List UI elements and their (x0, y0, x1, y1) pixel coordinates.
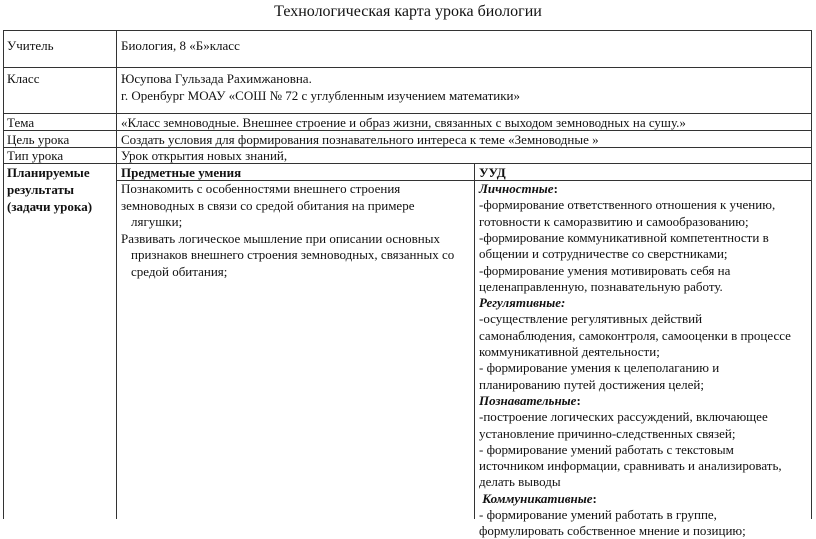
uud-category-heading (479, 392, 581, 409)
uud-line (479, 343, 660, 360)
uud-category-heading (479, 180, 558, 197)
uud-line (479, 245, 728, 262)
uud-line (479, 457, 782, 474)
topic-label: Тема (7, 115, 35, 130)
uud-line-text: делать выводы (479, 474, 561, 490)
uud-line-text: самонаблюдения, самоконтроля, самооценки в процессе (479, 327, 791, 343)
class-value-line2: г. Оренбург МОАУ «СОШ № 72 с углубленным изучением математики» (121, 88, 520, 103)
uud-line (479, 359, 719, 376)
uud-line-text: формулировать собственное мнение и позицию; (479, 523, 746, 539)
uud-line-text: источником информации, сравнивать и анализировать, (479, 458, 782, 474)
uud-line-suffix: : (576, 392, 581, 408)
uud-line (479, 408, 768, 425)
table-border-top (3, 30, 812, 31)
uud-line-suffix: : (553, 181, 558, 196)
class-value-line1: Юсупова Гульзада Рахимжановна. (121, 71, 312, 86)
column-divider-main (116, 30, 117, 519)
topic-value: «Класс земноводные. Внешнее строение и образ жизни, связанных с выходом земноводных на сушу.» (121, 115, 686, 130)
uud-line (479, 213, 749, 230)
uud-line-text: -формирование умения мотивировать себя на (479, 262, 731, 278)
uud-line-text: - формирование умений работать с текстовым (479, 441, 734, 457)
uud-line-suffix: : (592, 490, 597, 506)
uud-line (479, 262, 730, 279)
uud-line (479, 196, 775, 213)
uud-line (479, 473, 561, 490)
uud-line (479, 441, 734, 458)
subject-skill-line: земноводных в связи со средой обитания на примере (121, 197, 415, 213)
subject-skills-header: Предметные умения (121, 165, 242, 180)
teacher-value: Биология, 8 «Б»класс (121, 38, 240, 53)
uud-line-text: -формирование коммуникативной компетентности в (479, 229, 769, 245)
uud-line-text: Познавательные (479, 392, 577, 408)
type-value: Урок открытия новых знаний, (121, 148, 288, 163)
uud-line (479, 522, 746, 539)
table-border-left (3, 30, 4, 519)
planned-label-line2: результаты (7, 182, 75, 197)
uud-line (479, 425, 736, 442)
row-divider-class (3, 67, 812, 68)
uud-line (479, 310, 702, 327)
uud-line-text: -построение логических рассуждений, включающее (479, 409, 768, 425)
column-divider-uud (474, 163, 475, 519)
uud-line-text: -формирование ответственного отношения к учению, (479, 197, 776, 213)
uud-line-text: коммуникативной деятельности; (479, 344, 660, 359)
uud-header: УУД (479, 165, 506, 180)
uud-line-text: готовности к саморазвитию и самообразованию; (479, 213, 749, 229)
uud-line-text: -осуществление регулятивных действий (479, 311, 703, 327)
uud-line (479, 278, 723, 295)
uud-line-text: установление причинно-следственных связей; (479, 425, 736, 441)
type-label: Тип урока (7, 148, 64, 163)
uud-line-text: планированию путей достижения целей; (479, 376, 704, 392)
subject-skill-line: признаков внешнего строения земноводных, связанных со (131, 247, 455, 262)
uud-line (479, 327, 791, 344)
goal-value: Создать условия для формирования познавательного интереса к теме «Земноводные » (121, 132, 599, 147)
uud-line (479, 376, 704, 393)
subject-skill-line: Познакомить с особенностями внешнего строения (121, 181, 401, 196)
uud-line-text: - формирование умения к целеполаганию и (479, 360, 720, 376)
table-border-right (811, 30, 812, 519)
uud-line-text: Личностные (479, 181, 554, 196)
subject-skill-line: лягушки; (131, 214, 183, 229)
uud-category-heading (479, 490, 597, 507)
document-title: Технологическая карта урока биологии (274, 3, 542, 20)
uud-line-text: общении и сотрудничестве со сверстниками; (479, 246, 728, 262)
goal-label: Цель урока (7, 132, 70, 147)
teacher-label: Учитель (7, 38, 54, 53)
uud-line (479, 506, 717, 523)
uud-line (479, 229, 769, 246)
subject-skill-line: средой обитания; (131, 263, 228, 279)
class-label: Класс (7, 71, 40, 86)
uud-category-heading (479, 294, 565, 311)
uud-line-text: целенаправленную, познавательную работу. (479, 278, 723, 294)
planned-label-line3: (задачи урока) (7, 199, 93, 214)
subject-skill-line: Развивать логическое мышление при описании основных (121, 230, 440, 246)
uud-line-text: - формирование умений работать в группе, (479, 507, 717, 522)
uud-line-text: Регулятивные: (479, 295, 566, 311)
uud-line-text: Коммуникативные (479, 490, 593, 506)
planned-label-line1: Планируемые (7, 165, 90, 180)
